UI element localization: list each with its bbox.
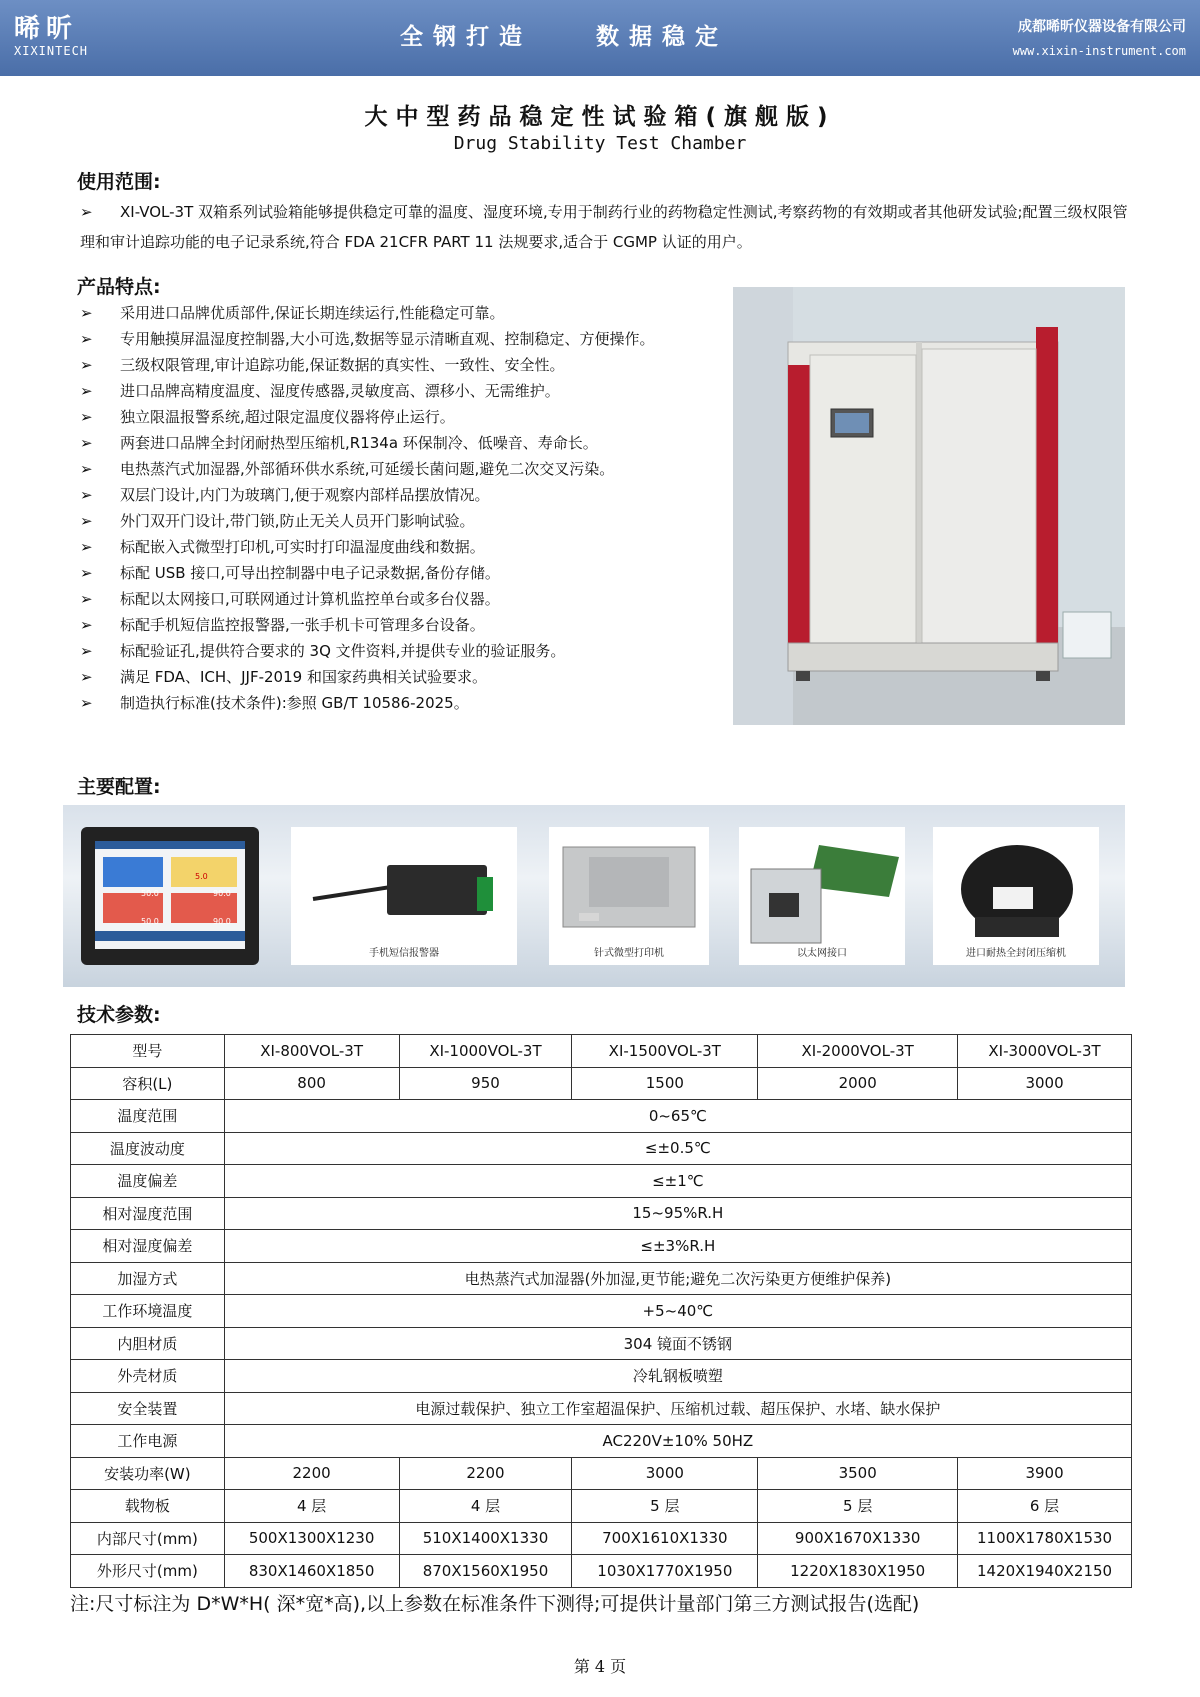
ethernet-card-image (739, 827, 905, 965)
tech-heading: 技术参数: (77, 1004, 161, 1026)
product-photo (733, 287, 1125, 725)
table-row: 相对湿度偏差 ≤±3%R.H (71, 1230, 1132, 1263)
list-item: ➢ 专用触摸屏温湿度控制器,大小可选,数据等显示清晰直观、控制稳定、方便操作。 (80, 326, 730, 352)
company-name: 成都晞昕仪器设备有限公司 (1018, 19, 1186, 35)
table-row: 温度偏差 ≤±1℃ (71, 1165, 1132, 1198)
list-item: ➢ 独立限温报警系统,超过限定温度仪器将停止运行。 (80, 404, 730, 430)
config-strip (63, 805, 1125, 987)
list-item: ➢ 双层门设计,内门为玻璃门,便于观察内部样品摆放情况。 (80, 482, 730, 508)
usage-text: XI-VOL-3T 双箱系列试验箱能够提供稳定可靠的温度、湿度环境,专用于制药行业的药物稳定性测试,考察药物的有效期或者其他研发试验;配置三级权限管理和审计追踪功能的电子记录系统,符合 FDA 21CFR PART 11 法规要求,适合于 CGMP 认证的用户。 (80, 203, 1128, 251)
features-heading: 产品特点: (77, 276, 161, 298)
list-item: ➢ 进口品牌高精度温度、湿度传感器,灵敏度高、漂移小、无需维护。 (80, 378, 730, 404)
page-number: 第 4 页 (573, 1657, 627, 1676)
bullet-arrow-icon: ➢ (80, 512, 93, 530)
table-row: 安全装置 电源过载保护、独立工作室超温保护、压缩机过载、超压保护、水堵、缺水保护 (71, 1392, 1132, 1425)
page-subtitle: Drug Stability Test Chamber (453, 133, 747, 154)
table-row: 安装功率(W) 2200 2200 3000 3500 3900 (71, 1457, 1132, 1490)
list-item: ➢ 标配以太网接口,可联网通过计算机监控单台或多台仪器。 (80, 586, 730, 612)
bullet-arrow-icon: ➢ (80, 590, 93, 608)
compressor-label: 进口耐热全封闭压缩机 (966, 948, 1066, 959)
table-note: 注:尺寸标注为 D*W*H( 深*宽*高),以上参数在标准条件下测得;可提供计量部门第三方测试报告(选配) (70, 1593, 920, 1615)
spec-table (70, 1034, 1132, 1588)
bullet-arrow-icon: ➢ (80, 460, 93, 478)
list-item: ➢ 制造执行标准(技术条件):参照 GB/T 10586-2025。 (80, 690, 730, 716)
usage-paragraph (80, 197, 1130, 257)
list-item: ➢ 标配验证孔,提供符合要求的 3Q 文件资料,并提供专业的验证服务。 (80, 638, 730, 664)
brand-name-cn: 晞昕 (14, 14, 79, 44)
printer-image (549, 827, 709, 965)
list-item: ➢ 满足 FDA、ICH、JJF-2019 和国家药典相关试验要求。 (80, 664, 730, 690)
sms-alarm-image (291, 827, 517, 965)
bullet-arrow-icon: ➢ (80, 330, 93, 348)
bullet-arrow-icon: ➢ (80, 486, 93, 504)
table-row: 工作电源 AC220V±10% 50HZ (71, 1425, 1132, 1458)
table-row: 温度范围 0~65℃ (71, 1100, 1132, 1133)
table-row: 外壳材质 冷轧钢板喷塑 (71, 1360, 1132, 1393)
table-row: 型号 XI-800VOL-3T XI-1000VOL-3T XI-1500VOL-3T XI-2000VOL-3T XI-3000VOL-3T (71, 1035, 1132, 1068)
screen-value-50-a: 50.0 (141, 889, 159, 898)
chamber-illustration (733, 287, 1125, 725)
table-row: 温度波动度 ≤±0.5℃ (71, 1132, 1132, 1165)
table-row: 相对湿度范围 15~95%R.H (71, 1197, 1132, 1230)
features-list (80, 300, 730, 716)
table-row: 内胆材质 304 镜面不锈钢 (71, 1327, 1132, 1360)
compressor-image (933, 827, 1099, 965)
screen-value-90-b: 90.0 (213, 917, 231, 926)
screen-value-5: 5.0 (195, 872, 208, 881)
list-item: ➢ 外门双开门设计,带门锁,防止无关人员开门影响试验。 (80, 508, 730, 534)
printer-label: 针式微型打印机 (594, 948, 664, 959)
screen-value-90-a: 90.0 (213, 889, 231, 898)
bullet-arrow-icon: ➢ (80, 642, 93, 660)
sms-alarm-label: 手机短信报警器 (369, 948, 439, 959)
screen-value-50-b: 50.0 (141, 917, 159, 926)
website-link[interactable]: www.xixin-instrument.com (1012, 44, 1186, 58)
bullet-arrow-icon: ➢ (80, 538, 93, 556)
list-item: ➢ 两套进口品牌全封闭耐热型压缩机,R134a 环保制冷、低噪音、寿命长。 (80, 430, 730, 456)
slogan-2: 数据稳定 (596, 24, 729, 50)
touchscreen-image (81, 827, 259, 965)
list-item: ➢ 标配手机短信监控报警器,一张手机卡可管理多台设备。 (80, 612, 730, 638)
bullet-arrow-icon: ➢ (80, 668, 93, 686)
table-row: 工作环境温度 +5~40℃ (71, 1295, 1132, 1328)
bullet-arrow-icon: ➢ (80, 694, 93, 712)
list-item: ➢ 三级权限管理,审计追踪功能,保证数据的真实性、一致性、安全性。 (80, 352, 730, 378)
list-item: ➢ 标配 USB 接口,可导出控制器中电子记录数据,备份存储。 (80, 560, 730, 586)
touchscreen-icon (81, 827, 259, 965)
slogan-1: 全钢打造 (400, 24, 532, 50)
bullet-arrow-icon: ➢ (80, 616, 93, 634)
bullet-arrow-icon: ➢ (80, 564, 93, 582)
bullet-arrow-icon: ➢ (80, 434, 93, 452)
list-item: ➢ 标配嵌入式微型打印机,可实时打印温湿度曲线和数据。 (80, 534, 730, 560)
list-item: ➢ 采用进口品牌优质部件,保证长期连续运行,性能稳定可靠。 (80, 300, 730, 326)
table-row: 容积(L) 800 950 1500 2000 3000 (71, 1067, 1132, 1100)
bullet-arrow-icon: ➢ (80, 356, 93, 374)
bullet-arrow-icon: ➢ (80, 304, 93, 322)
table-row: 内部尺寸(mm) 500X1300X1230 510X1400X1330 700X1610X1330 900X1670X1330 1100X1780X1530 (71, 1522, 1132, 1555)
table-row: 外形尺寸(mm) 830X1460X1850 870X1560X1950 1030X1770X1950 1220X1830X1950 1420X1940X2150 (71, 1555, 1132, 1588)
bullet-arrow-icon: ➢ (80, 408, 93, 426)
bullet-arrow-icon: ➢ (80, 203, 93, 221)
bullet-arrow-icon: ➢ (80, 382, 93, 400)
page-title: 大中型药品稳定性试验箱(旗舰版) (364, 104, 836, 130)
config-heading: 主要配置: (77, 776, 161, 798)
table-row: 载物板 4 层 4 层 5 层 5 层 6 层 (71, 1490, 1132, 1523)
page-header (0, 0, 1200, 76)
ethernet-label: 以太网接口 (797, 948, 847, 959)
usage-heading: 使用范围: (77, 171, 161, 193)
list-item: ➢ 电热蒸汽式加湿器,外部循环供水系统,可延缓长菌问题,避免二次交叉污染。 (80, 456, 730, 482)
table-row: 加湿方式 电热蒸汽式加湿器(外加湿,更节能;避免二次污染更方便维护保养) (71, 1262, 1132, 1295)
brand-name-en: XIXINTECH (14, 44, 89, 58)
slogan (400, 18, 774, 51)
